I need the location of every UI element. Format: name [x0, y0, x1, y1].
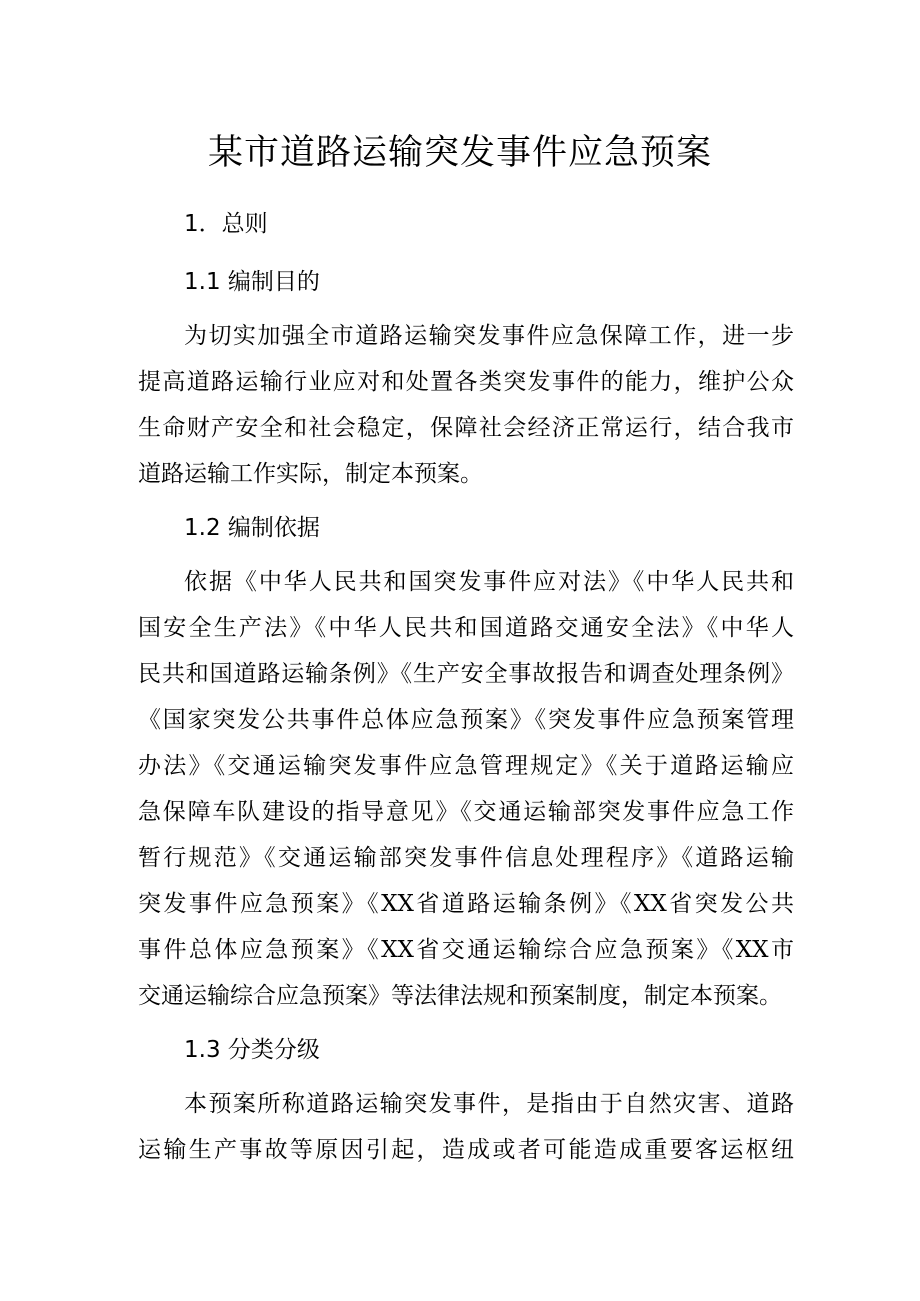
- paragraph-line: 急保障车队建设的指导意见》《交通运输部突发事件应急工作: [138, 799, 794, 825]
- paragraph-line: 道路运输工作实际，制定本预案。: [138, 461, 483, 487]
- paragraph-line: 国安全生产法》《中华人民共和国道路交通安全法》《中华人: [138, 615, 794, 641]
- paragraph-line: 生命财产安全和社会稳定，保障社会经济正常运行，结合我市: [138, 415, 794, 441]
- document-title: 某市道路运输突发事件应急预案: [207, 133, 712, 173]
- section-heading-classification: 1.3 分类分级: [184, 1037, 320, 1063]
- paragraph-line: 《国家突发公共事件总体应急预案》《突发事件应急预案管理: [138, 707, 794, 733]
- paragraph-line: 突发事件应急预案》《XX省道路运输条例》《XX省突发公共: [138, 891, 794, 917]
- section-heading-basis: 1.2 编制依据: [184, 515, 320, 541]
- section-heading-purpose: 1.1 编制目的: [184, 269, 320, 295]
- paragraph-line: 暂行规范》《交通运输部突发事件信息处理程序》《道路运输: [138, 845, 794, 871]
- paragraph-line: 运输生产事故等原因引起，造成或者可能造成重要客运枢纽: [138, 1137, 794, 1163]
- paragraph-line: 交通运输综合应急预案》等法律法规和预案制度，制定本预案。: [138, 983, 782, 1009]
- paragraph-line: 事件总体应急预案》《XX省交通运输综合应急预案》《XX市: [138, 937, 794, 963]
- paragraph-line: 为切实加强全市道路运输突发事件应急保障工作，进一步: [184, 323, 794, 349]
- paragraph-line: 本预案所称道路运输突发事件，是指由于自然灾害、道路: [184, 1091, 794, 1117]
- paragraph-line: 办法》《交通运输突发事件应急管理规定》《关于道路运输应: [138, 753, 794, 779]
- paragraph-line: 依据《中华人民共和国突发事件应对法》《中华人民共和: [184, 569, 794, 595]
- paragraph-line: 民共和国道路运输条例》《生产安全事故报告和调查处理条例》: [138, 661, 794, 687]
- section-heading-general: 1．总则: [184, 211, 268, 237]
- paragraph-line: 提高道路运输行业应对和处置各类突发事件的能力，维护公众: [138, 369, 794, 395]
